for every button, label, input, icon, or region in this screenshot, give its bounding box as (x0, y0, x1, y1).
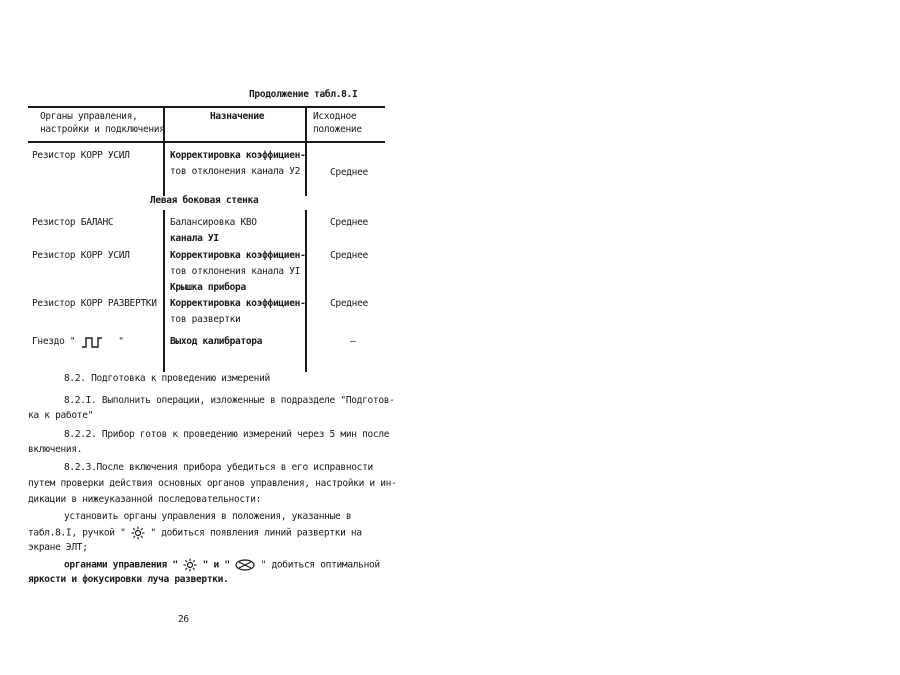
row4-position: Среднее (330, 298, 368, 309)
header-controls: Органы управления, настройки и подключения (40, 111, 165, 135)
row5-purpose: Выход калибратора (170, 336, 263, 347)
para-8-2-2-line1: 8.2.2. Прибор готов к проведению измерений через 5 мин после (64, 429, 390, 440)
row1-position: Среднее (330, 167, 368, 178)
table-continuation-label: Продолжение табл.8.I (249, 89, 358, 100)
row5-position: – (350, 336, 356, 347)
table-col-divider-1b (163, 210, 165, 372)
table-col-divider-2b (305, 210, 307, 372)
brightness-sun-icon (131, 528, 150, 539)
square-wave-icon (81, 336, 108, 347)
row2-control: Резистор БАЛАНС (32, 217, 114, 228)
row3-purpose: Корректировка коэффициен- тов отклонения канала УI (170, 250, 306, 277)
row5-control: Гнездо " " (32, 336, 124, 347)
row3-position: Среднее (330, 250, 368, 261)
row1-control: Резистор КОРР УСИЛ (32, 150, 130, 161)
header-initial-position: Исходное положение (313, 111, 362, 135)
para-8-2-1-line2: ка к работе" (28, 410, 94, 421)
section-device-lid: Крышка прибора (170, 282, 246, 293)
section-left-side-wall: Левая боковая стенка (150, 195, 259, 206)
row2-position: Среднее (330, 217, 368, 228)
para-step2-line1: органами управления " " и " " добиться оптимальной (64, 559, 380, 571)
para-8-2-3-line3: дикации в нижеуказанной последовательности: (28, 494, 262, 505)
para-8-2-2-line2: включения. (28, 444, 83, 455)
brightness-sun-icon (183, 560, 202, 571)
section-title: 8.2. Подготовка к проведению измерений (64, 373, 270, 384)
para-8-2-3-line1: 8.2.3.После включения прибора убедиться в его исправности (64, 462, 373, 473)
para-8-2-1-line1: 8.2.I. Выполнить операции, изложенные в подразделе "Подготов- (64, 395, 395, 406)
focus-icon (235, 560, 260, 571)
para-step1-line3: экране ЭЛТ; (28, 542, 88, 553)
row3-control: Резистор КОРР УСИЛ (32, 250, 130, 261)
table-top-rule (28, 106, 385, 108)
para-step1-line2: табл.8.I, ручкой " " добиться появления линий развертки на (28, 527, 362, 539)
table-header-rule (28, 141, 385, 143)
para-step2-line2: яркости и фокусировки луча развертки. (28, 574, 229, 585)
page-number: 26 (178, 614, 189, 625)
row4-purpose: Корректировка коэффициен- тов развертки (170, 298, 306, 325)
header-purpose: Назначение (210, 111, 265, 122)
para-8-2-3-line2: путем проверки действия основных органов управления, настройки и ин- (28, 478, 397, 489)
para-step1-line1: установить органы управления в положения, указанные в (64, 511, 352, 522)
row1-purpose: Корректировка коэффициен- тов отклонения канала У2 (170, 150, 306, 177)
row2-purpose: Балансировка КВО канала УI (170, 217, 257, 244)
row4-control: Резистор КОРР РАЗВЕРТКИ (32, 298, 157, 309)
